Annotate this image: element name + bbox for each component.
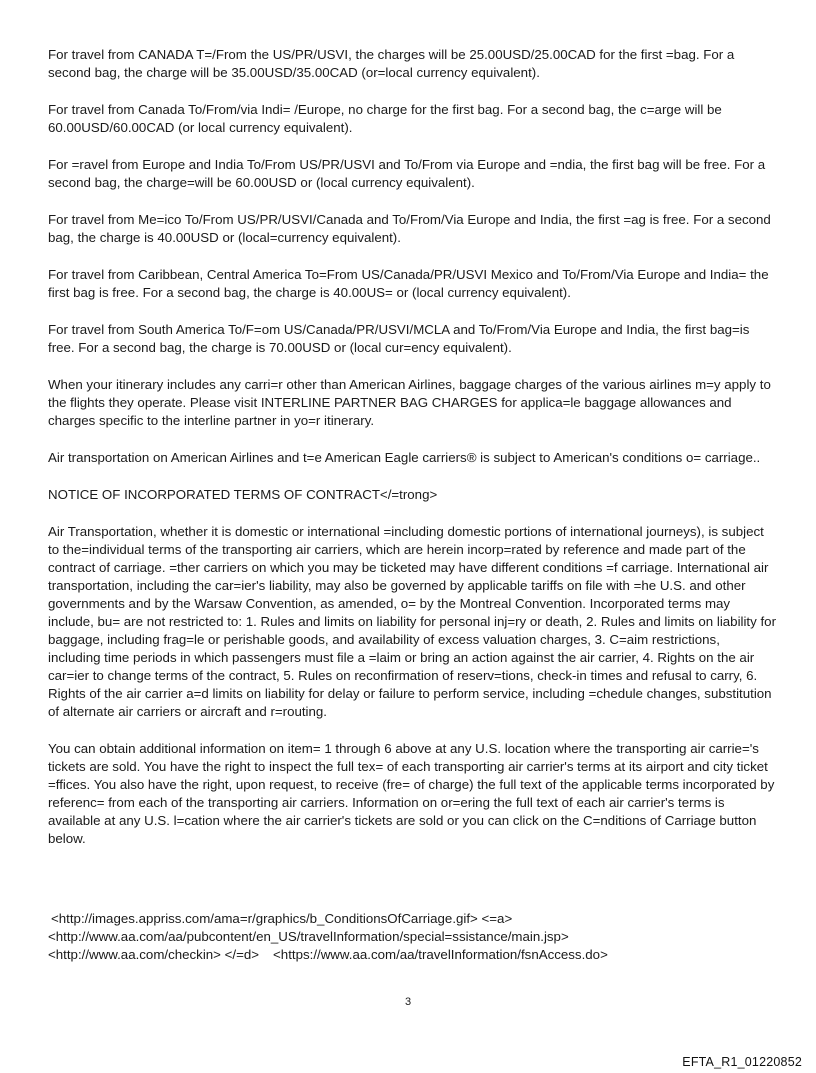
paragraph-conditions-of-carriage: Air transportation on American Airlines and t=e American Eagle carriers® is subject to American's conditions o= carriage.. — [48, 450, 761, 465]
conditions-of-carriage-link[interactable]: <http://images.appriss.com/ama=r/graphics/b_ConditionsOfCarriage.gif> <=a> — [51, 911, 513, 926]
paragraph-additional-information: You can obtain additional information on item= 1 through 6 above at any U.S. location where the transporting air carrie='s tickets are sold. You have the right to inspect the full tex= of each transporting air carrier's terms at its airport and city ticket =ffices. You also have the right, upon request, to receive (fre= of charge) the full text of the applicable terms incorporated by referenc= from each of the transporting air carriers. Information on or=ering the full text of each air carrier's terms is available at any U.S. l=cation where the air carrier's tickets are sold or you can click on the C=nditions of Carriage button below. — [48, 741, 775, 846]
page-number: 3 — [404, 996, 412, 1008]
notice-heading: NOTICE OF INCORPORATED TERMS OF CONTRACT</=trong> — [48, 487, 438, 502]
paragraph-europe-india: For =ravel from Europe and India To/From US/PR/USVI and To/From via Europe and =ndia, the first bag will be free. For a second bag, the charge=will be 60.00USD or (local currency equivalent). — [48, 157, 766, 190]
checkin-link[interactable]: <http://www.aa.com/checkin> </=d> — [48, 947, 260, 962]
paragraph-incorporated-terms: Air Transportation, whether it is domestic or international =including domestic portions of international journeys), is subject to the=individual terms of the transporting air carriers, which are herein incorp=rated by reference and made part of the contract of carriage. =ther carriers on which you may be ticketed may have different conditions =f carriage. International air transportation, including the car=ier's liability, may also be governed by applicable tariffs on file with =he U.S. and other governments and by the Warsaw Convention, as amended, o= by the Montreal Convention. Incorporated terms may include, bu= are not restricted to: 1. Rules and limits on liability for personal inj=ry or death, 2. Rules and limits on liability for baggage, including frag=le or perishable goods, and availability of excess valuation charges, 3. C=aim restrictions, including time periods in which passengers must file a =laim or bring an action against the air carrier, 4. Rights on the air car=ier to change terms of the contract, 5. Rules on reconfirmation of reserv=tions, check-in times and refusal to carry, 6. Rights of the air carrier a=d limits on liability for delay or failure to perform service, including =chedule changes, substitution of alternate air carriers or aircraft and r=routing. — [48, 524, 776, 719]
paragraph-south-america: For travel from South America To/F=om US/Canada/PR/USVI/MCLA and To/From/Via Europe and India, the first bag=is free. For a second bag, the charge is 70.00USD or (local cur=ency equivalent). — [48, 322, 750, 355]
paragraph-interline-partners: When your itinerary includes any carri=r other than American Airlines, baggage charges of the various airlines m=y apply to the flights they operate. Please visit INTERLINE PARTNER BAG CHARGES for applica=le baggage allowances and charges specific to the interline partner in yo=r itinerary. — [48, 377, 771, 428]
document-id: EFTA_R1_01220852 — [682, 1055, 802, 1069]
link-references — [48, 910, 776, 964]
flight-status-link[interactable]: <https://www.aa.com/aa/travelInformation/fsnAccess.do> — [273, 947, 608, 962]
special-assistance-link[interactable]: <http://www.aa.com/aa/pubcontent/en_US/travelInformation/special=ssistance/main.jsp> — [48, 929, 569, 944]
paragraph-caribbean-central-america: For travel from Caribbean, Central America To=From US/Canada/PR/USVI Mexico and To/From/Via Europe and India= the first bag is free. For a second bag, the charge is 40.00US= or (local currency equivalent). — [48, 267, 769, 300]
document-body — [48, 46, 776, 867]
paragraph-canada-india-europe: For travel from Canada To/From/via Indi= /Europe, no charge for the first bag. For a second bag, the c=arge will be 60.00USD/60.00CAD (or local currency equivalent). — [48, 102, 722, 135]
paragraph-mexico: For travel from Me=ico To/From US/PR/USVI/Canada and To/From/Via Europe and India, the first =ag is free. For a second bag, the charge is 40.00USD or (local=currency equivalent). — [48, 212, 771, 245]
paragraph-canada-us-charges: For travel from CANADA T=/From the US/PR/USVI, the charges will be 25.00USD/25.00CAD for the first =bag. For a second bag, the charge will be 35.00USD/35.00CAD (or=local currency equivalent). — [48, 47, 735, 80]
link-row-checkin — [48, 946, 776, 964]
